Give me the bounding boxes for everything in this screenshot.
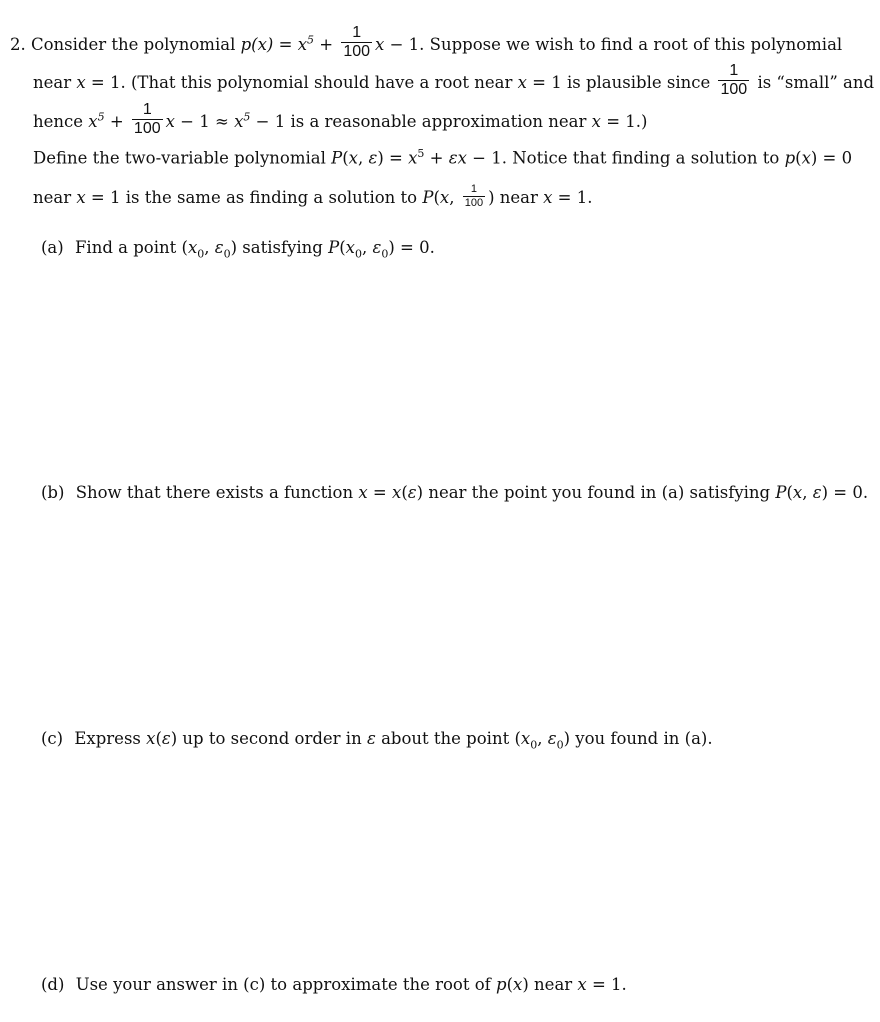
part-a-text2: satisfying (242, 238, 323, 257)
part-b-text: Show that there exists a function (75, 483, 354, 502)
text-notice: Notice that finding a solution to (512, 148, 780, 168)
part-a-text: Find a point (74, 238, 177, 257)
part-b-label: (b) (41, 483, 65, 502)
problem-intro: Consider the polynomial (31, 35, 236, 54)
part-d-label: (d) (41, 975, 65, 994)
problem-line-4: Define the two-variable polynomial P(x, $\varepsilon) = x^5 + \varepsilon x - 1$. Notice that finding a solution to p(x) = 0 (33, 147, 853, 168)
fraction-1-100-b: $\frac{1}{100}$ (720, 62, 748, 98)
part-d-text2: near (534, 975, 573, 994)
part-c-text3: about the point (381, 729, 510, 748)
text-define: Define the two-variable polynomial (33, 148, 326, 168)
part-c-text: Express (74, 729, 141, 748)
text-near: near (33, 73, 72, 92)
problem-line-5: near x = 1 is the same as finding a solution to P(x, $\frac{1}{100}$ ) near x = 1. (33, 183, 593, 209)
fraction-1-100: $\frac{1}{100}$ (343, 24, 371, 60)
part-c-text2: up to second order in (182, 729, 362, 748)
part-a: (a) Find a point ($x_0$, $\varepsilon_0$) satisfying $P(x_0$, $\varepsilon_0) = 0$. (41, 238, 435, 261)
part-b: (b) Show that there exists a function x = x(ε) near the point you found in (a) satisfying P(x, ε) = 0. (41, 483, 869, 502)
text-plausible: (That this polynomial should have a root near (131, 73, 513, 92)
problem-line-1: 2. Consider the polynomial $p(x) = x^5$ + $\frac{1}{100}$ x − 1. Suppose we wish to find a root of this polynomial (10, 24, 843, 60)
part-c-text4: you found in (a). (575, 729, 713, 748)
text-small: is “small” and (757, 73, 875, 92)
part-d-text: Use your answer in (c) to approximate the root of (75, 975, 491, 994)
part-b-text2: near the point you found in (a) satisfying (428, 483, 771, 502)
part-a-label: (a) (41, 238, 64, 257)
text-near-2: near (33, 188, 72, 207)
problem-sentence-2: Suppose we wish to find a root of this polynomial (429, 35, 843, 54)
text-since: is plausible since (566, 73, 711, 92)
part-d: (d) Use your answer in (c) to approximate the root of p(x) near x = 1. (41, 975, 627, 994)
math-x5: $x^5$ (297, 33, 314, 54)
problem-number: 2. (10, 35, 26, 54)
text-near-3: near (499, 188, 538, 207)
math-p-of-x: p(x) (240, 35, 274, 54)
fraction-1-100-c: $\frac{1}{100}$ (133, 101, 161, 137)
part-c-label: (c) (41, 729, 64, 748)
text-same: is the same as finding a solution to (125, 188, 418, 207)
problem-line-3: hence $x^5$ + $\frac{1}{100}$ $x - 1 \approx x^5 - 1$ is a reasonable approximation near x = 1.) (33, 101, 648, 137)
math-x: x (375, 35, 385, 54)
problem-line-2: near x = 1. (That this polynomial should have a root near x = 1 is plausible since $\frac{1}{100}$ is “small” and (33, 62, 875, 98)
text-approx: is a reasonable approximation near (290, 112, 587, 131)
fraction-small: $\frac{1}{100}$ (464, 183, 484, 209)
text-hence: hence (33, 112, 84, 131)
part-c: (c) Express x(ε) up to second order in ε about the point ($x_0$, $\varepsilon_0$) you found in (a). (41, 729, 713, 752)
